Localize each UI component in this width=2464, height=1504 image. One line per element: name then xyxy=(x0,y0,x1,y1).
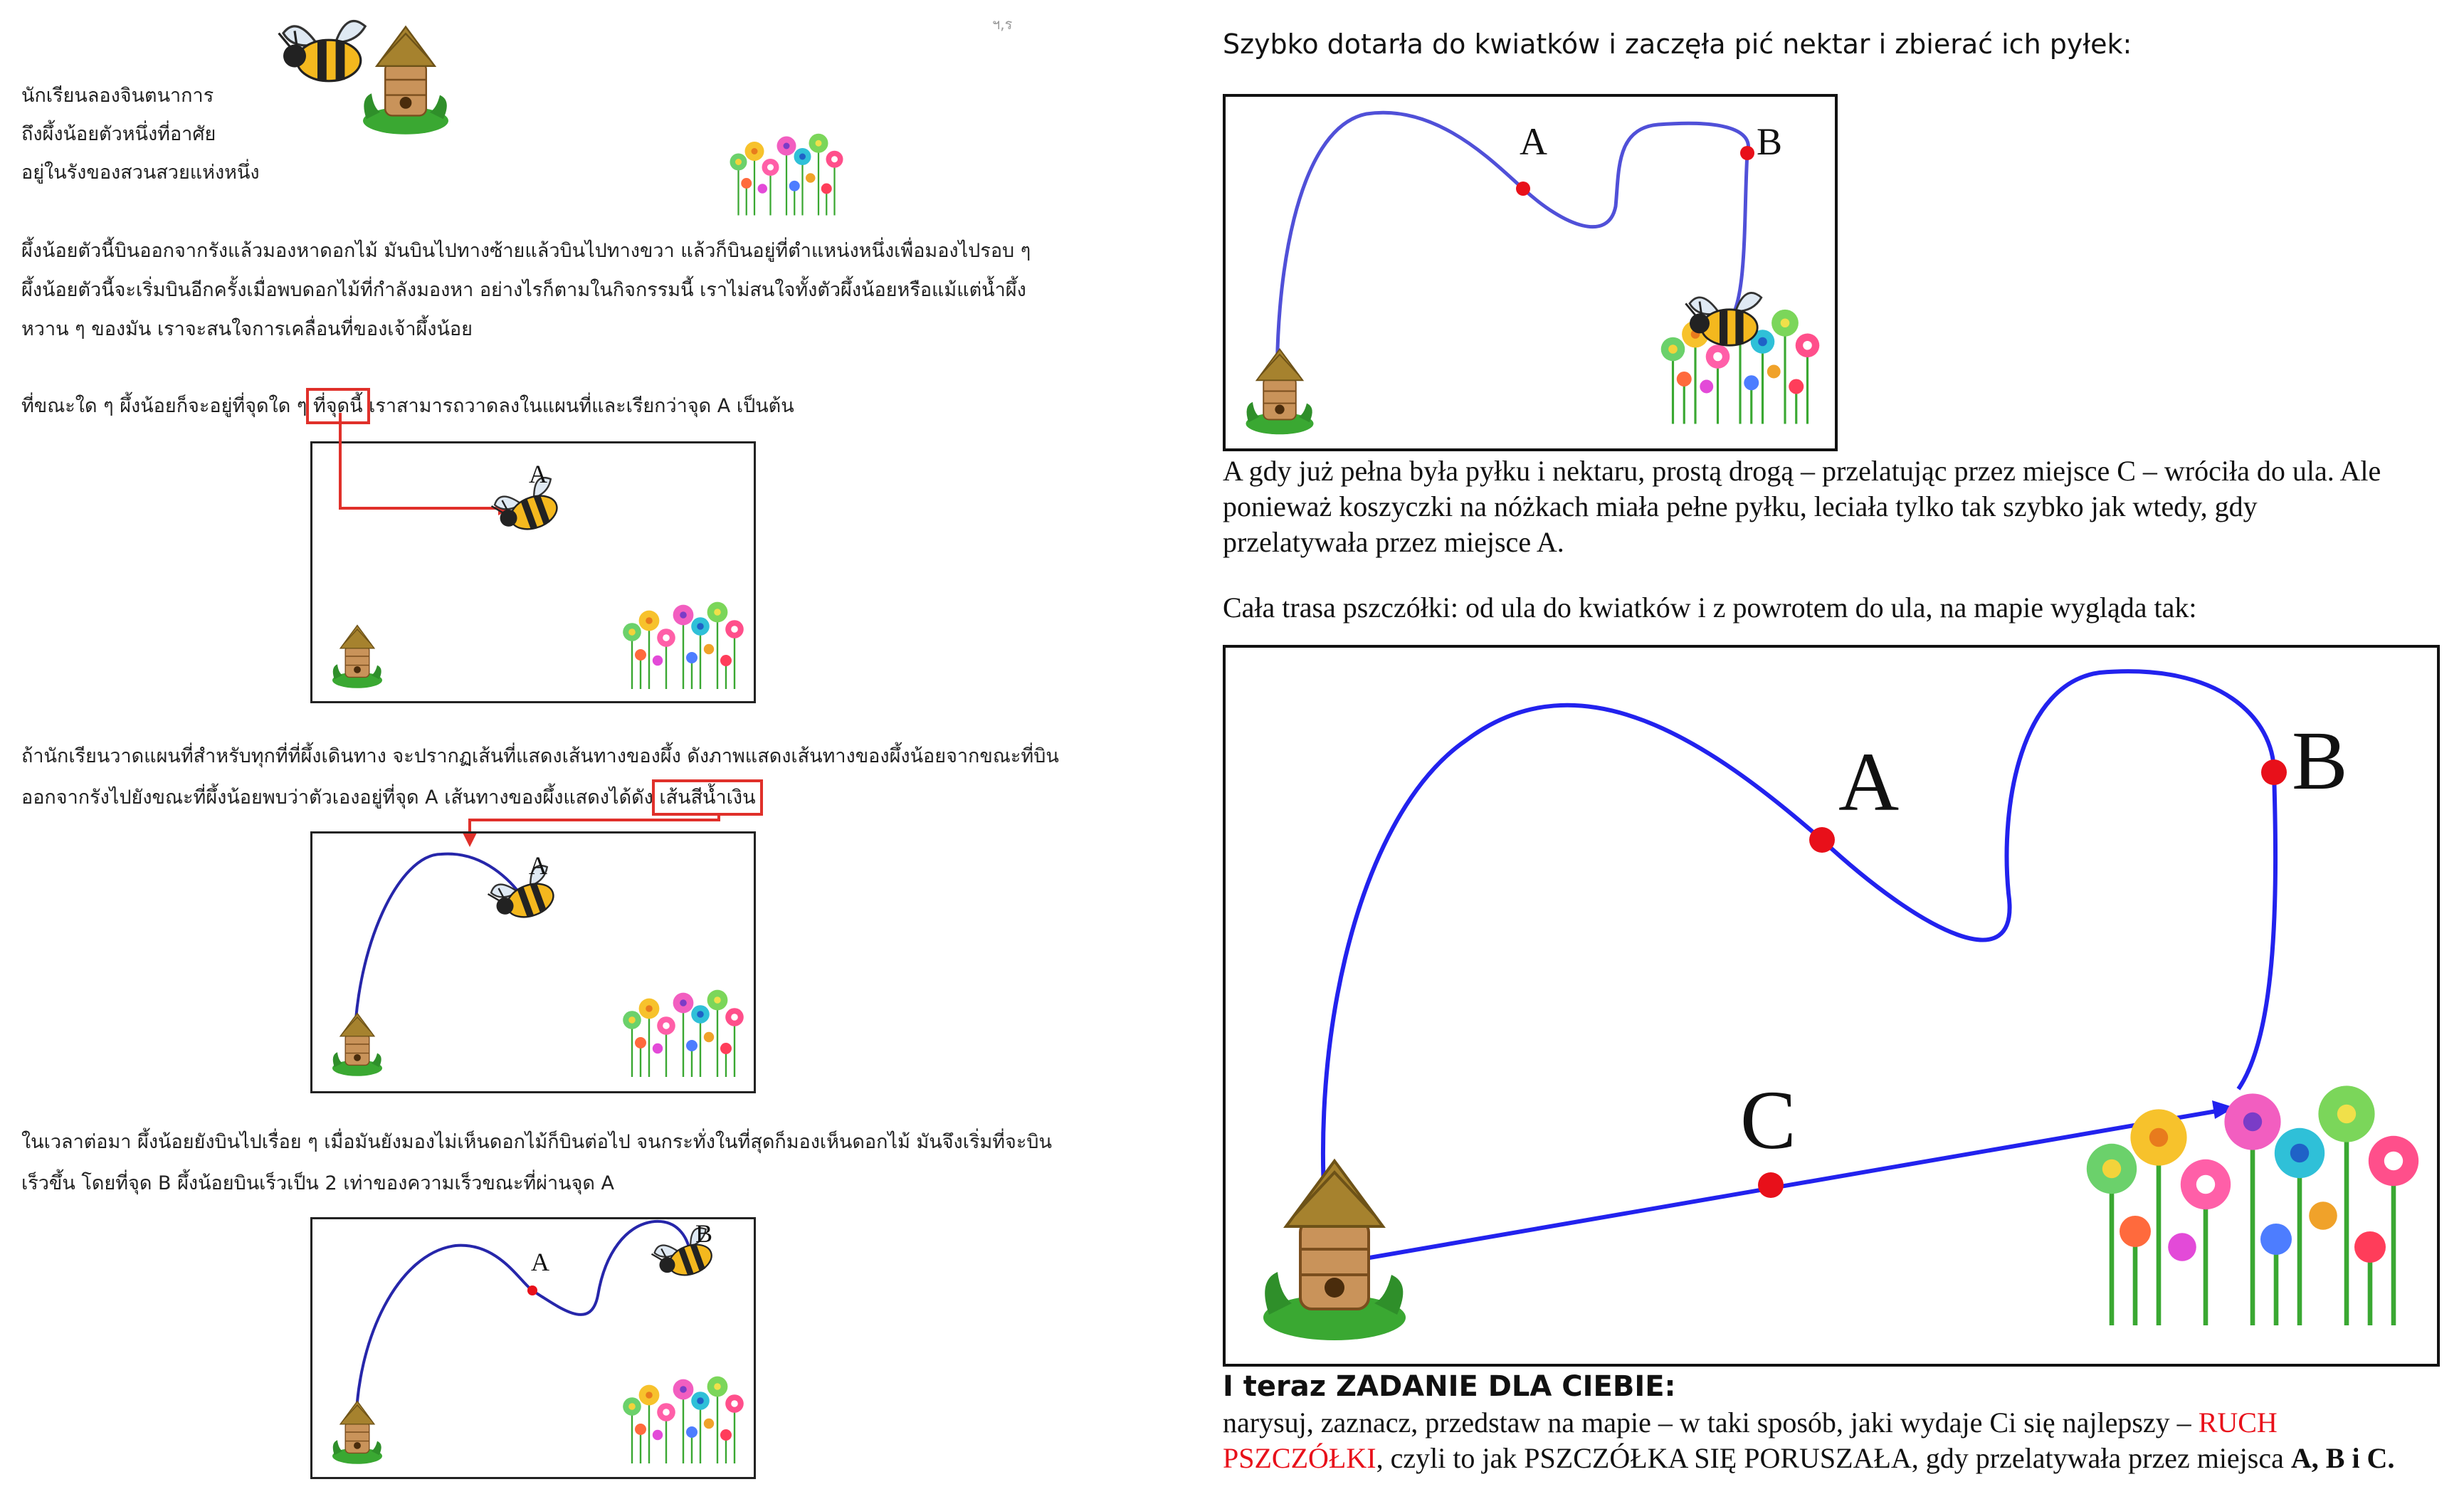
large-map-label-b: B xyxy=(2292,714,2348,807)
task-red-1: RUCH xyxy=(2198,1406,2278,1439)
para3-line-1: ถ้านักเรียนวาดแผนที่สำหรับทุกที่ที่ผึ้งเดินทาง จะปรากฏเส้นที่แสดงเส้นทางของผึ้ง ดังภาพแสดงเส้นทางของผึ้งน้อยจากขณะที่บิน xyxy=(21,745,1059,767)
task-title: I teraz ZADANIE DLA CIEBIE: xyxy=(1223,1370,1676,1403)
map3-label-a: A xyxy=(531,1248,549,1276)
right-heading: Szybko dotarła do kwiatków i zaczęła pić nektar i zbierać ich pyłek: xyxy=(1223,28,2132,60)
para1-line-1: ผึ้งน้อยตัวนี้บินออกจากรังแล้วมองหาดอกไม้ มันบินไปทางซ้ายแล้วบินไปทางขวา แล้วก็บินอยู่ที่ตำแหน่งหนึ่งเพื่อมองไปรอบ ๆ xyxy=(21,240,1031,262)
intro-line-3: อยู่ในรังของสวนสวยแห่งหนึ่ง xyxy=(21,162,260,184)
task-line-1 xyxy=(1223,1406,2278,1439)
intro-line-1: นักเรียนลองจินตนาการ xyxy=(21,85,214,107)
map1-label-a: A xyxy=(529,460,547,488)
para3-pre: ออกจากรังไปยังขณะที่ผึ้งน้อยพบว่าตัวเองอยู่ที่จุด A เส้นทางของผึ้งแสดงได้ดัง xyxy=(21,787,660,809)
para2-post: เราสามารถวาดลงในแผนที่และเรียกว่าจุด A เป็นต้น xyxy=(362,395,794,417)
para2-pre: ที่ขณะใด ๆ ผึ้งน้อยก็จะอยู่ที่จุดใด ๆ xyxy=(21,395,313,417)
small-map-label-a: A xyxy=(1520,120,1547,163)
right-para2: Cała trasa pszczółki: od ula do kwiatków i z powrotem do ula, na mapie wygląda tak: xyxy=(1223,591,2197,624)
para2-highlight: ที่จุดนี้ xyxy=(312,395,363,417)
para1-line-2: ผึ้งน้อยตัวนี้จะเริ่มบินอีกครั้งเมื่อพบดอกไม้ที่กำลังมองหา อย่างไรก็ตามในกิจกรรมนี้ เราไม่สนใจทั้งตัวผึ้งน้อยหรือแม้แต่น้ำผึ้ง xyxy=(21,279,1026,301)
task-line-2 xyxy=(1223,1441,2394,1475)
large-map-label-a: A xyxy=(1838,735,1900,829)
map2-label-a: A xyxy=(529,851,547,880)
map3-label-b: B xyxy=(695,1219,713,1248)
para1-line-3: หวาน ๆ ของมัน เราจะสนใจการเคลื่อนที่ของเจ้าผึ้งน้อย xyxy=(21,318,473,340)
para4-line-2: เร็วขึ้น โดยที่จุด B ผึ้งน้อยบินเร็วเป็น 2 เท่าของความเร็วขณะที่ผ่านจุด A xyxy=(21,1172,615,1194)
right-para1-line-1: A gdy już pełna była pyłku i nektaru, prostą drogą – przelatując przez miejsce C – wróciła do ula. Ale xyxy=(1223,455,2381,487)
para4-line-1: ในเวลาต่อมา ผึ้งน้อยยังบินไปเรื่อย ๆ เมื่อมันยังมองไม่เห็นดอกไม้ก็บินต่อไป จนกระทั่งในที่สุดก็มองเห็นดอกไม้ มันจึงเริ่มที่จะบิน xyxy=(21,1131,1052,1153)
task-line1-pre: narysuj, zaznacz, przedstaw na mapie – w taki sposób, jaki wydaje Ci się najlepszy – xyxy=(1223,1406,2199,1439)
task-abc: A, B i C. xyxy=(2290,1442,2395,1474)
small-map-label-b: B xyxy=(1757,120,1783,163)
right-para1-line-2: ponieważ koszyczki na nóżkach miała pełne pyłku, leciała tylko tak szybko jak wtedy, gdy xyxy=(1223,490,2258,522)
task-line2-post: , czyli to jak PSZCZÓŁKA SIĘ PORUSZAŁA, gdy przelatywała przez miejsca xyxy=(1376,1442,2291,1474)
large-map-label-c: C xyxy=(1740,1073,1796,1167)
right-para1-line-3: przelatywała przez miejsce A. xyxy=(1223,526,1564,558)
task-red-2: PSZCZÓŁKI xyxy=(1223,1442,1376,1474)
para3-highlight: เส้นสีน้ำเงิน xyxy=(659,787,756,809)
large-map-hive-icon xyxy=(1249,1125,1420,1352)
intro-line-2: ถึงผึ้งน้อยตัวหนึ่งที่อาศัย xyxy=(21,123,216,145)
large-map-flowers-icon xyxy=(2075,1053,2431,1352)
corner-mark: ฯ,ร xyxy=(992,16,1013,33)
